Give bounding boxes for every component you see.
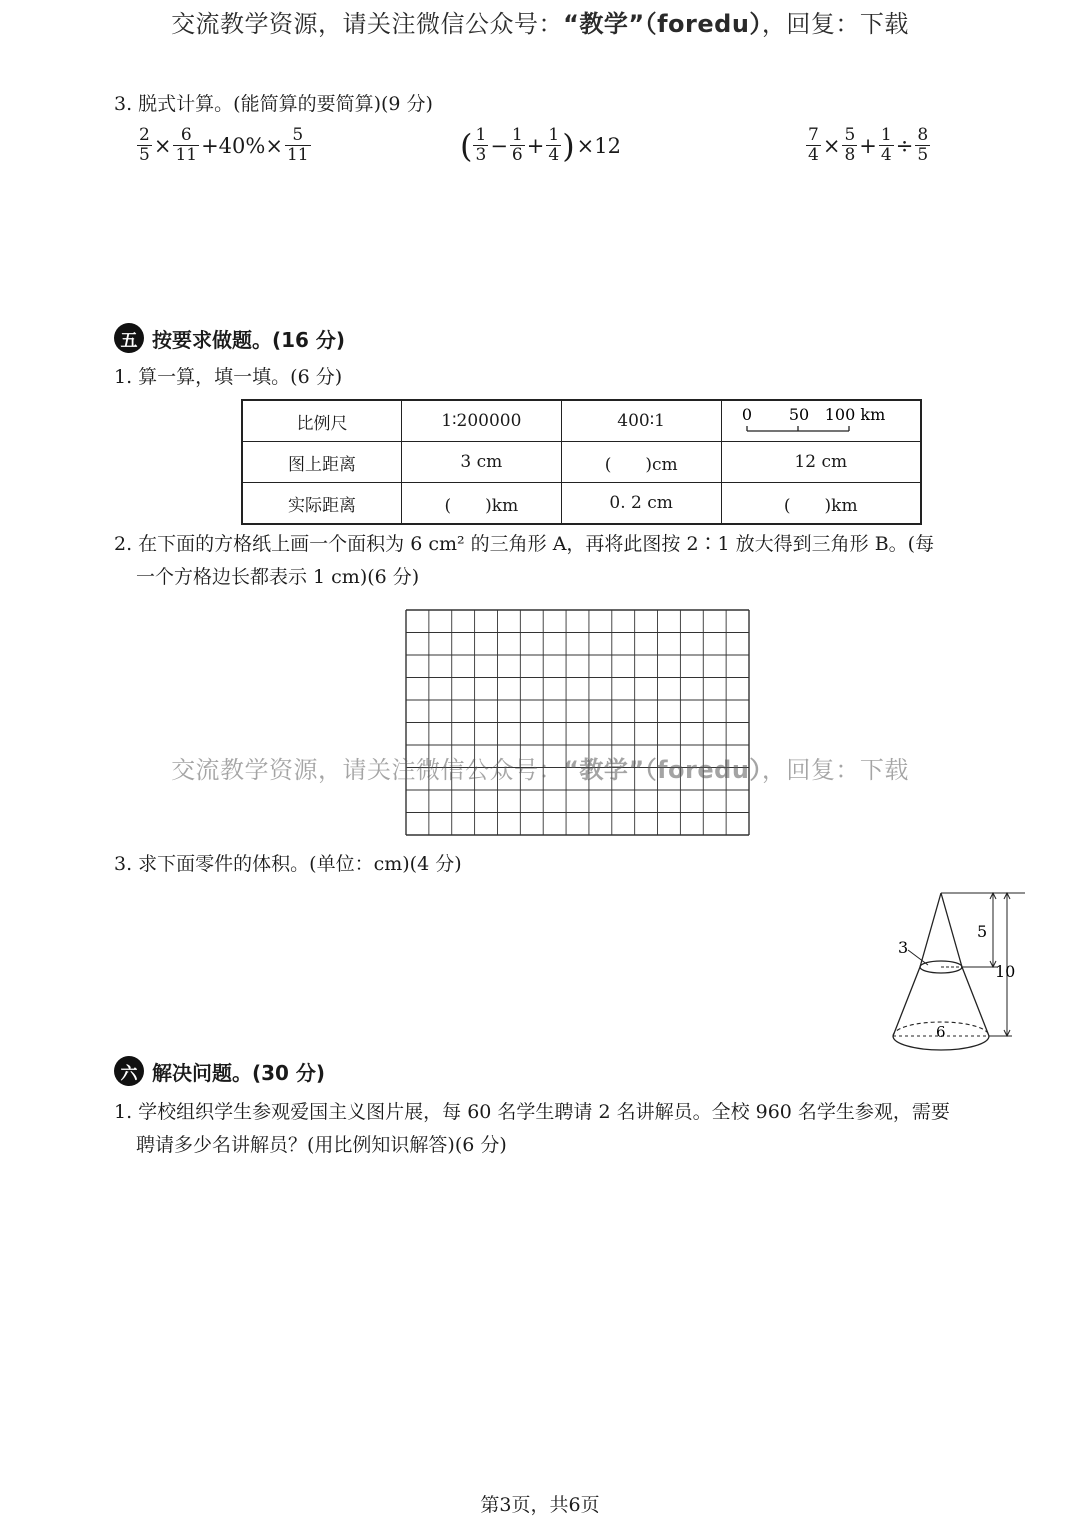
watermark-suffix: ，回复：下载 <box>761 756 909 784</box>
section-5-title: 按要求做题。(16 分) <box>152 327 346 352</box>
label-cone-height: 5 <box>977 922 988 941</box>
table-cell: 1∶200000 <box>401 400 561 442</box>
problem-1-line-1: 1. 学校组织学生参观爱国主义图片展，每 60 名学生聘请 2 名讲解员。全校 960 名学生参观，需要 <box>114 1101 950 1123</box>
fraction: $\frac{7}{4}$ <box>808 125 819 165</box>
watermark-id: （foredu） <box>644 756 762 784</box>
table-row <box>242 483 921 525</box>
scale-bar-label-50: 50 <box>788 405 809 424</box>
fraction: $\frac{1}{4}$ <box>880 125 892 165</box>
section-5-badge: 五 <box>114 323 144 353</box>
scale-bar-label-100: 100 km <box>824 405 886 424</box>
fraction: $\frac{1}{3}$ <box>475 125 487 165</box>
banner-id: （foredu） <box>644 10 762 38</box>
table-row <box>242 400 921 442</box>
banner-keyword: “教学” <box>563 10 645 38</box>
section-6-header <box>114 1056 325 1086</box>
table-cell: 比例尺 <box>242 400 401 442</box>
problem-1-line-2: 聘请多少名讲解员？(用比例知识解答)(6 分) <box>136 1134 507 1156</box>
part-figure <box>880 885 1030 1065</box>
fraction: $\frac{2}{5}$ <box>139 125 150 165</box>
table-cell: 0. 2 cm <box>561 483 721 525</box>
table-cell: ( )km <box>401 483 561 525</box>
watermark-prefix: 交流教学资源，请关注微信公众号： <box>171 756 564 784</box>
label-top-radius: 3 <box>898 938 909 957</box>
promo-banner <box>0 4 1080 39</box>
frustum-side-left <box>893 967 920 1036</box>
page-number: 第3页，共6页 <box>480 1494 600 1516</box>
calc-question-title: 3. 脱式计算。(能简算的要简算)(9 分) <box>114 93 433 115</box>
section-6-badge: 六 <box>114 1056 144 1086</box>
grid-question-line-2: 一个方格边长都表示 1 cm)(6 分) <box>136 566 420 588</box>
watermark <box>0 750 1080 785</box>
table-cell: 12 cm <box>721 442 921 483</box>
fraction: $\frac{5}{8}$ <box>844 125 856 165</box>
table-cell: 图上距离 <box>242 442 401 483</box>
fraction: $\frac{6}{11}$ <box>175 125 198 165</box>
table-cell: ( )km <box>721 483 921 525</box>
cone-side-left <box>920 893 941 967</box>
fraction: $\frac{5}{11}$ <box>286 125 309 165</box>
frustum-side-right <box>962 967 989 1036</box>
volume-question-title: 3. 求下面零件的体积。(单位：cm)(4 分) <box>114 853 462 875</box>
calc-expression-1: $\frac{2}{5}$ × $\frac{6}{11}$ +40%× $\frac{5}{11}$ <box>139 125 309 165</box>
fraction: $\frac{1}{4}$ <box>548 125 560 165</box>
table-cell: 400∶1 <box>561 400 721 442</box>
table-row <box>242 442 921 483</box>
banner-prefix: 交流教学资源，请关注微信公众号： <box>171 10 564 38</box>
fraction: $\frac{1}{6}$ <box>511 125 523 165</box>
scale-bar-graphic <box>741 404 901 438</box>
table-cell: 3 cm <box>401 442 561 483</box>
radius-pointer <box>908 950 928 965</box>
watermark-keyword: “教学” <box>563 756 645 784</box>
section-6-title: 解决问题。(30 分) <box>152 1060 326 1085</box>
label-total-height: 10 <box>995 962 1016 981</box>
label-bottom-diameter: 6 <box>936 1023 946 1041</box>
calc-expression-2: ( $\frac{1}{3}$ − $\frac{1}{6}$ + $\frac{1}{4}$ ) ×12 <box>460 125 621 165</box>
table-cell: ( )cm <box>561 442 721 483</box>
table-cell: 实际距离 <box>242 483 401 525</box>
grid-question-line-1: 2. 在下面的方格纸上画一个面积为 6 cm² 的三角形 A，再将此图按 2∶1 放大得到三角形 B。(每 <box>114 533 935 555</box>
section-5-header <box>114 323 345 353</box>
scale-bar-cell <box>721 400 921 442</box>
calc-expression-3: $\frac{7}{4}$ × $\frac{5}{8}$ + $\frac{1}{4}$ ÷ $\frac{8}{5}$ <box>808 125 929 165</box>
scale-table <box>241 399 922 525</box>
grid-paper[interactable] <box>405 609 750 836</box>
banner-suffix: ，回复：下载 <box>761 10 909 38</box>
fraction: $\frac{8}{5}$ <box>917 125 929 165</box>
cone-side-right <box>941 893 962 967</box>
scale-question-title: 1. 算一算，填一填。(6 分) <box>114 366 343 388</box>
scale-bar-label-0: 0 <box>741 405 752 424</box>
